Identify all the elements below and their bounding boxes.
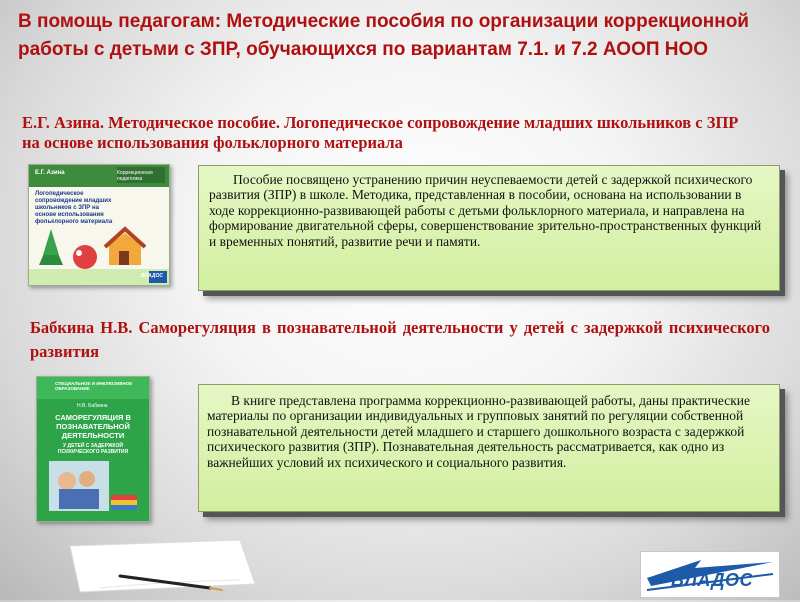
- book1-cover-title: Логопедическое сопровождение младших школьников с ЗПР на основе использования фольклорного материала: [35, 191, 113, 225]
- book1-description: Пособие посвящено устранению причин неуспеваемости детей с задержкой психического развития (ЗПР) в школе. Методика, представленная в пособии, основана на использовании в ходе коррекционно-развивающей работы с детьми фольклорного материала, и направлена на формирование двигательной сферы, совершенствование зрительно-пространственных функций и временных понятий, развитие речи и памяти.: [209, 172, 762, 249]
- slide-title: В помощь педагогам: Методические пособия по организации коррекционной работы с детьми с ЗПР, обучающихся по вариантам 7.1. и 7.2 АООП НОО: [18, 11, 749, 60]
- book2-cover-image: [36, 376, 150, 522]
- book2-cover-title: САМОРЕГУЛЯЦИЯ В ПОЗНАВАТЕЛЬНОЙ ДЕЯТЕЛЬНОСТИ: [55, 413, 131, 440]
- book1-description-box: [198, 165, 780, 291]
- book2-description-box: [198, 384, 780, 512]
- book1-cover-publisher: ВЛАДОС: [141, 273, 163, 279]
- book1-cover-author: Е.Г. Азина: [35, 170, 65, 176]
- book2-heading: Бабкина Н.В. Саморегуляция в познавательной деятельности у детей с задержкой психического развития: [30, 318, 770, 361]
- book1-heading: Е.Г. Азина. Методическое пособие. Логопедическое сопровождение младших школьников с ЗПР на основе использования фольклорного материала: [22, 113, 739, 152]
- book2-cover-author: Н.В. Бабкина: [77, 403, 108, 409]
- vlados-logo: [640, 551, 780, 598]
- book2-cover-subtitle: У ДЕТЕЙ С ЗАДЕРЖКОЙ ПСИХИЧЕСКОГО РАЗВИТИЯ: [57, 443, 129, 455]
- book1-cover-series: Коррекционная педагогика: [117, 170, 153, 182]
- vlados-logo-text: ВЛАДОС: [671, 570, 754, 590]
- book2-cover-series: СПЕЦИАЛЬНОЕ И ИНКЛЮЗИВНОЕ ОБРАЗОВАНИЕ: [55, 381, 133, 391]
- book2-description: В книге представлена программа коррекционно-развивающей работы, даны практические материалы по организации индивидуальных и групповых занятий по регуляции собственной познавательной деятельности детей младшего и старшего дошкольного возраста с задержкой психического развития (ЗПР). Познавательная деятельность рассматривается, как одно из важнейших условий их психического и социального развития.: [207, 393, 750, 470]
- book1-cover-image: [28, 164, 170, 286]
- paper-and-pen-decoration: [40, 536, 290, 596]
